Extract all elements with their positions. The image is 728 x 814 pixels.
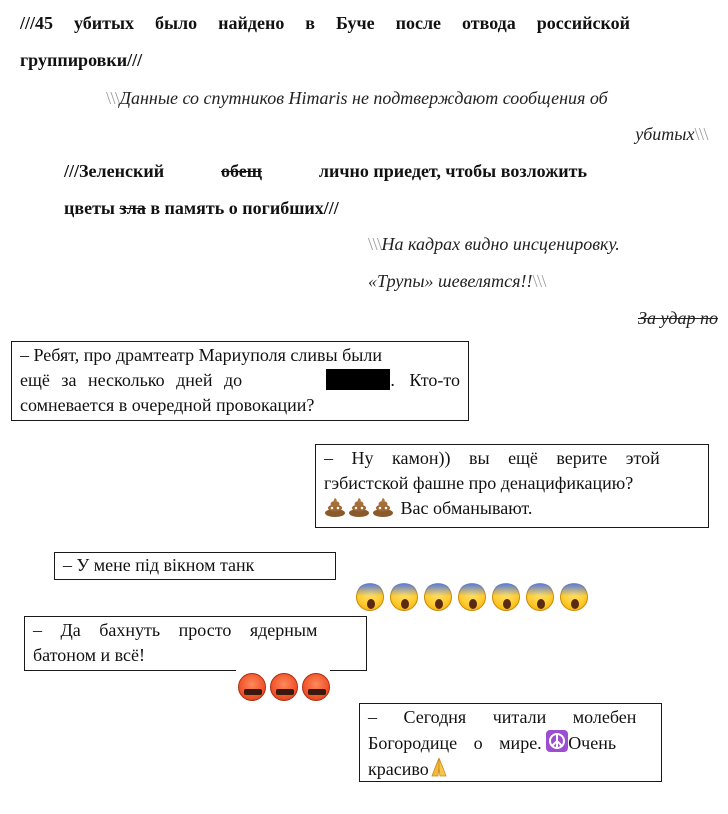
staged-prefix: \\\ [368, 234, 382, 254]
headline-2-line-2 [64, 198, 339, 218]
comment-5-text: Богородице о мире. [368, 733, 542, 753]
comment-2-text: – Ну камон)) вы ещё верите этой [324, 448, 660, 468]
pile-of-poo-icon [324, 497, 346, 517]
headline-2-line-1 [64, 161, 587, 181]
face-screaming-icon [560, 583, 588, 611]
staged-line-1 [368, 234, 620, 254]
comment-5-text-3: красиво [368, 759, 429, 779]
pile-of-poo-icon [348, 497, 370, 517]
comment-box-3 [54, 552, 336, 580]
face-screaming-icon [424, 583, 452, 611]
comment-1-text: ещё за несколько дней до [20, 370, 243, 390]
comment-box-5 [359, 703, 662, 782]
struck-word-2: зла [119, 198, 146, 218]
face-screaming-icon [458, 583, 486, 611]
headline-1-line-1 [20, 13, 630, 33]
headline-2-text-2: в память о погибших [150, 198, 324, 218]
staged-suffix: \\\ [532, 271, 547, 291]
comment-2-line-2: гэбистской фашне про денацификацию? [324, 473, 634, 493]
comment-2-line-3 [324, 496, 700, 521]
satellite-line-1 [106, 88, 608, 108]
angry-faces-row [238, 673, 330, 701]
comment-2-line-1 [324, 446, 700, 471]
comment-1-tail [326, 368, 460, 393]
headline-2-prefix: /// [64, 161, 80, 181]
comment-5-line-3 [368, 756, 653, 782]
headline-1-suffix: /// [127, 50, 143, 70]
face-screaming-icon [492, 583, 520, 611]
comment-box-1 [11, 341, 469, 421]
comment-1-line-1: – Ребят, про драмтеатр Мариуполя сливы были [20, 345, 382, 365]
staged-line-2 [368, 271, 546, 291]
comment-1-text-2: . Кто-то [390, 370, 460, 390]
comment-2-text-3: Вас обманывают. [400, 498, 533, 518]
comment-4-line-2: батоном и всё! [33, 645, 145, 665]
staged-text: На кадрах видно инсценировку. [381, 234, 620, 254]
angry-face-icon [270, 673, 298, 701]
headline-1-text: 45 убитых было найдено в Буче после отвода российской [35, 13, 630, 33]
comment-1-line-2 [20, 368, 460, 393]
satellite-text: Данные со спутников Himaris не подтверждают сообщения об [119, 88, 608, 108]
satellite-text-2: убитых [635, 124, 695, 144]
comment-box-4 [24, 616, 367, 671]
comment-box-2 [315, 444, 709, 528]
headline-1-text-2: группировки [20, 50, 128, 70]
face-screaming-icon [356, 583, 384, 611]
screaming-faces-row [356, 583, 588, 611]
comment-4-line-1: – Да бахнуть просто ядерным [33, 620, 318, 640]
comment-5-line-1: – Сегодня читали молебен [368, 707, 637, 727]
headline-1-line-2 [20, 50, 142, 70]
angry-face-icon [302, 673, 330, 701]
satellite-suffix: \\\ [694, 124, 708, 144]
peace-symbol-icon [546, 730, 568, 752]
satellite-line-2 [635, 124, 708, 144]
struck-phrase: За удар по [638, 308, 718, 328]
redaction-block [326, 369, 390, 390]
comment-3-text: – У мене під вікном танк [63, 555, 255, 575]
comment-5-text-2: Очень [568, 733, 617, 753]
headline-2-suffix: /// [323, 198, 339, 218]
comment-1-line-3: сомневается в очередной провокации? [20, 395, 315, 415]
pile-of-poo-icon [372, 497, 394, 517]
angry-face-icon [238, 673, 266, 701]
headline-1-prefix: /// [20, 13, 36, 33]
comment-5-line-2 [368, 730, 653, 756]
praying-hands-icon [429, 756, 449, 778]
struck-word-1: обещ [220, 161, 262, 181]
headline-2-word: Зеленский [79, 161, 165, 181]
headline-2-word-3: цветы [64, 198, 115, 218]
staged-text-2: «Трупы» шевелятся!! [368, 271, 533, 291]
face-screaming-icon [390, 583, 418, 611]
face-screaming-icon [526, 583, 554, 611]
satellite-prefix: \\\ [106, 88, 120, 108]
headline-2-text: лично приедет, чтобы возложить [318, 161, 587, 181]
